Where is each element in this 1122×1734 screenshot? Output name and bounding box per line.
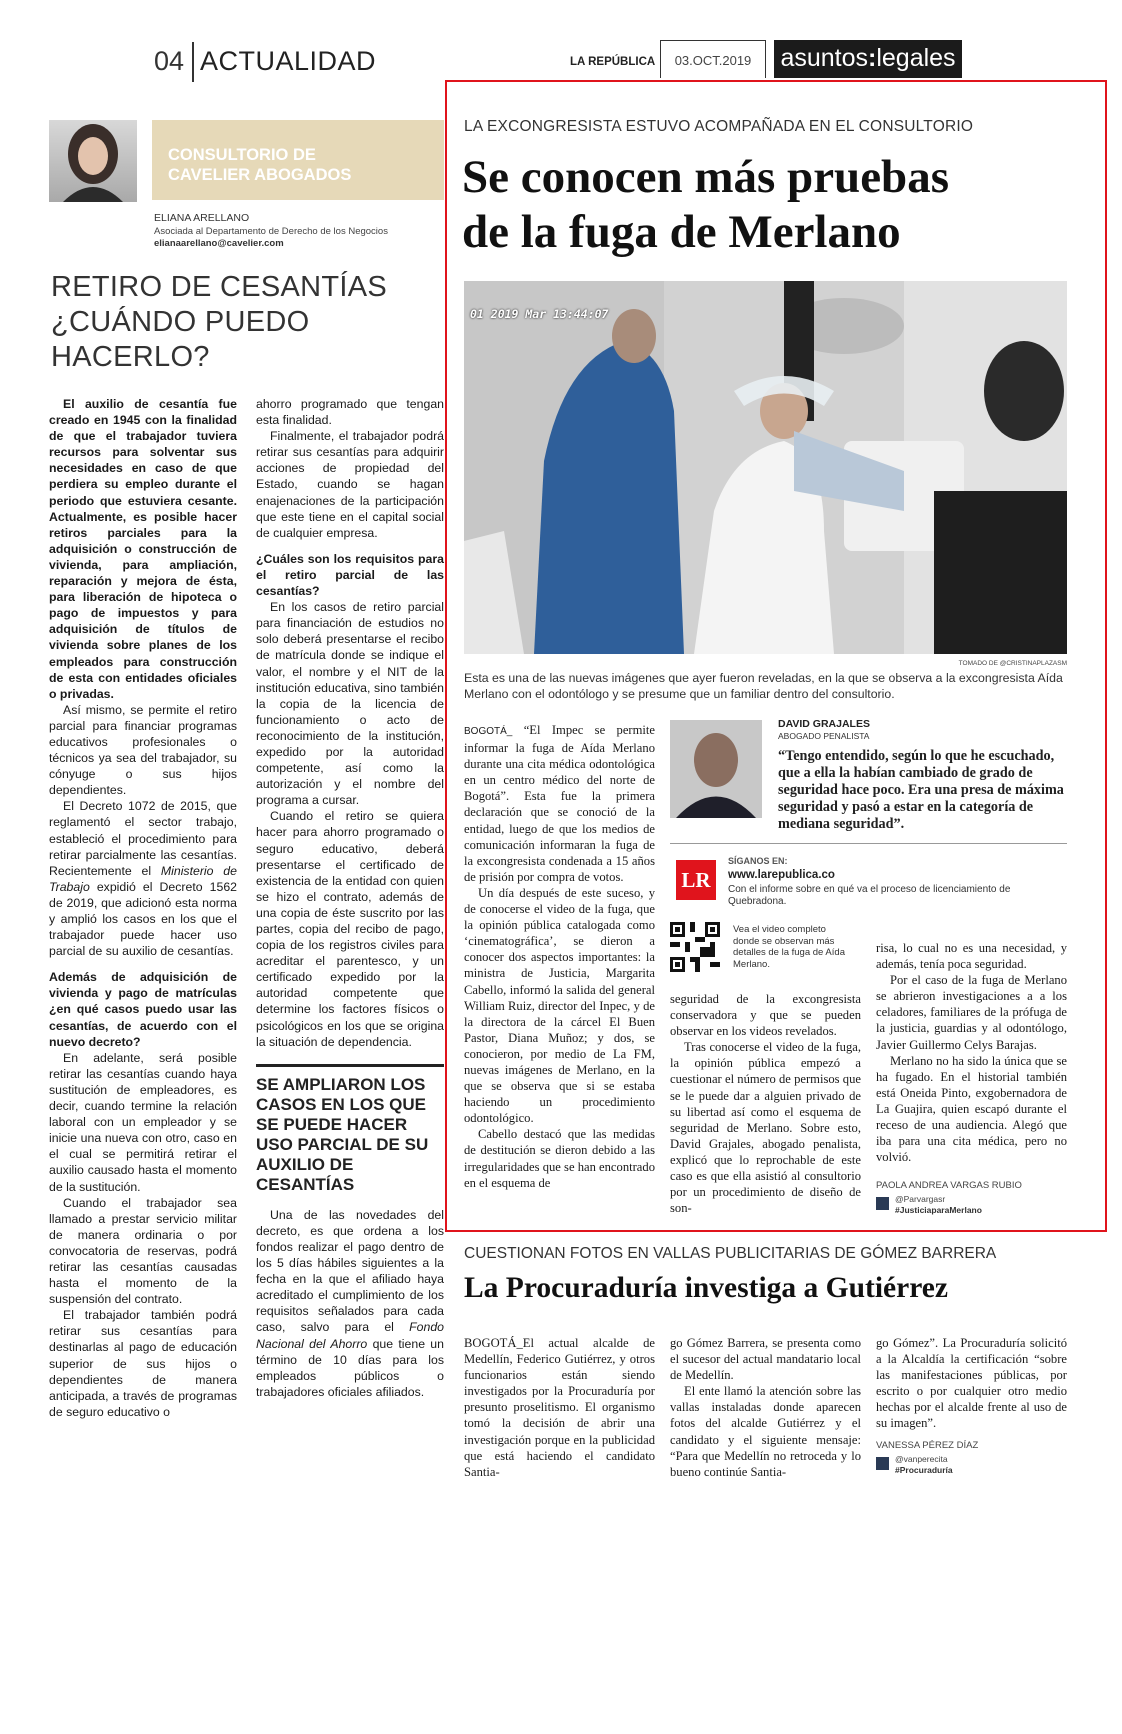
col1-paragraph: El trabajador también podrá retirar sus cesantías para destinarlas al pago de educación superior de sus hijos o dependientes de manera anticipada, a través de programas de seguro educativo o <box>49 1308 237 1419</box>
quote-name: DAVID GRAJALES <box>778 718 870 730</box>
quote-role: ABOGADO PENALISTA <box>778 731 870 741</box>
supplement-logo <box>774 40 962 78</box>
main-paragraph: Por el caso de la fuga de Merlano se abrieron investigaciones a a los celadores, familiares de la prófuga de la justicia, guardias y al odontólogo, Javier Guillermo Celys Barajas. <box>876 973 1067 1052</box>
dateline: BOGOTÁ_ <box>464 726 513 737</box>
col2-paragraph: Finalmente, el trabajador podrá retirar sus cesantías para adquirir acciones de propiedad del Estado, cuando se hagan enajenaciones de la participación que este tiene en el capital social de cualquier empresa. <box>256 429 444 540</box>
firm-name-line1: CONSULTORIO DE <box>168 146 316 164</box>
follow-url[interactable]: www.larepublica.co <box>728 869 835 881</box>
col2-paragraph: En los casos de retiro parcial para financiación de estudios no solo deberá presentarse el recibo de matrícula donde se indique el valor, el nombre y el NIT de la institución educativa, sino también la copia de la licencia de funcionamiento o acto de reconocimiento de la institución, expedido por la autoridad competente, así como la autorización y el nombre del programa a cursar. <box>256 600 444 808</box>
photo-credit: TOMADO DE @CRISTINAPLAZASM <box>958 660 1067 667</box>
second-kicker: CUESTIONAN FOTOS EN VALLAS PUBLICITARIAS DE GÓMEZ BARRERA <box>464 1245 997 1262</box>
col1-paragraph: El Decreto 1072 de 2015, que reglamentó el sector trabajo, estableció el procedimiento para retirar parcialmente las cesantías. Recientemente el Ministerio de Trabajo expidió el Decreto 1562 de 2019, que adicionó esta norma y amplió los casos en los que el trabajador puede hacer uso parcial de su auxilio de cesantías. <box>49 799 237 959</box>
main-byline: PAOLA ANDREA VARGAS RUBIO <box>876 1180 1022 1191</box>
quote-divider <box>670 843 1067 844</box>
qr-code[interactable] <box>670 922 720 972</box>
column-text-col2 <box>256 396 444 1400</box>
main-paragraph: risa, lo cual no es una necesidad, y además, tenía poca seguridad. <box>876 941 1067 972</box>
second-paragraph: go Gómez”. La Procuraduría solicitó a la Alcaldía la certificación “sobre las manifestaciones públicas, por escrito o por cualquier otro medio hechas por el alcalde frente al uso de su imagen”. <box>876 1336 1067 1431</box>
follow-desc: Con el informe sobre en qué va el proceso de licenciamiento de Quebradona. <box>728 884 1011 907</box>
follow-label: SÍGANOS EN: <box>728 856 788 866</box>
qr-text: Vea el video completo donde se observan más detalles de la fuga de Aída Merlano. <box>733 924 845 970</box>
main-paragraph: seguridad de la excongresista conservadora y que se pueden observar en los videos revelados. <box>670 992 861 1039</box>
col1-paragraph: Cuando el trabajador sea llamado a prestar servicio militar de manera ordinaria o por convocatoria de reservas, podrá retirar las cesantías causadas hasta el momento de la suspensión del contrato. <box>49 1195 237 1307</box>
newspaper-name: LA REPÚBLICA <box>570 56 656 68</box>
author-photo <box>49 120 137 202</box>
main-paragraph: Un día después de este suceso, y de conocerse el video de la fuga, que la opinión pública catalogada como ‘cinematográfica’, se dieron a conocer dos aspectos importantes: la ministra de Justicia, Margarita Cabello, informó la salida del general William Ruiz, director del Inpec, y de la directora de la cárcel El Buen Pastor, Diana Muñoz; y dos, se conocieron, por medio de La FM, nuevas imágenes de Merlano, en la que se observa que si se estaba haciendo un procedimiento odontológico. <box>464 885 655 1126</box>
main-kicker: LA EXCONGRESISTA ESTUVO ACOMPAÑADA EN EL CONSULTORIO <box>464 118 974 135</box>
main-hashtag: #JusticiaparaMerlano <box>895 1205 982 1215</box>
quote-portrait <box>670 720 762 818</box>
firm-name-line2: CAVELIER ABOGADOS <box>168 166 352 184</box>
column-title <box>51 270 387 375</box>
second-hashtag: #Procuraduría <box>895 1465 953 1475</box>
main-paragraph: BOGOTÁ_ “El Impec se permite informar la fuga de Aída Merlano durante una cita médica odontológica en un centro médico del norte de Bogotá”. Esta fue la primera declaración que se conoció de la entidad, luego de que los medios de comunicación informaran la fuga de la excongresista condenada a 15 años de prisión por compra de votos. <box>464 723 655 884</box>
byline-icon <box>876 1197 889 1210</box>
lr-logo: LR <box>676 860 716 900</box>
second-text-col1 <box>464 1335 655 1480</box>
follow-box <box>670 856 1067 911</box>
main-photo <box>464 281 1067 654</box>
second-paragraph: BOGOTÁ_El actual alcalde de Medellín, Federico Gutiérrez, y otros funcionarios están siendo investigados por la Procuraduría por presunto proselitismo. El organismo tomó la decisión de abrir una investigación porque en la publicidad que está haciendo el candidato Santia- <box>464 1336 655 1479</box>
main-paragraph: Tras conocerse el video de la fuga, la opinión pública empezó a cuestionar el número de permisos que se le puede dar a alguien privado de su libertad así como el esquema de seguridad de Merlano. Sobre esto, David Grajales, abogado penalista, explicó que lo reprochable de este caso es que ella asistió al consultorio por un procedimiento de diseño de son- <box>670 1040 861 1216</box>
supplement-left: asuntos <box>780 44 868 72</box>
col1-paragraph: Así mismo, se permite el retiro parcial para financiar programas educativos profesionales o técnicos ya sea del trabajador, su cónyuge o sus hijos dependientes. <box>49 702 237 798</box>
main-text-col3 <box>876 940 1067 1165</box>
column-title-line2: ¿CUÁNDO PUEDO <box>51 306 310 338</box>
col1-paragraph: El auxilio de cesantía fue creado en 1945 con la finalidad de que el trabajador tuviera recursos para solventar sus necesidades en caso de que perdiera su empleo durante el periodo que estuviera cesante. Actualmente, es posible hacer retiros parciales para la adquisición o construcción de vivienda, para ampliación, reparación y mejora de ésta, para liberación de hipoteca o pago de impuestos y para adquisición de títulos de vivienda sobre planes de los empleados para construcción de esta con entidades oficiales o privadas. <box>49 397 237 701</box>
photo-timestamp: 01 2019 Mar 13:44:07 <box>470 307 609 321</box>
page-number: 04 <box>154 46 185 76</box>
main-paragraph: Cabello destacó que las medidas de destitución se dieron debido a las irregularidades que se han encontrado en el esquema de <box>464 1127 655 1190</box>
masthead <box>0 0 1122 90</box>
author-email: elianaarellano@cavelier.com <box>154 238 284 249</box>
issue-date: 03.OCT.2019 <box>660 40 766 78</box>
second-headline: La Procuraduría investiga a Gutiérrez <box>464 1272 948 1304</box>
main-handle: @Parvargasr <box>895 1194 946 1204</box>
quote-text: “Tengo entendido, según lo que he escuchado, que a ella la habían cambiado de grado de seguridad hace poco. Era una presa de máxima seguridad y pasó a estar en la categoría de mediana seguridad”. <box>778 748 1064 832</box>
author-name: ELIANA ARELLANO <box>154 212 250 224</box>
main-text-col2 <box>670 991 861 1216</box>
section-title: ACTUALIDAD <box>200 46 377 76</box>
col2-paragraph: ahorro programado que tengan esta finalidad. <box>256 397 444 428</box>
firm-band <box>152 120 444 200</box>
second-paragraph: El ente llamó la atención sobre las vallas instaladas donde aparecen fotos del alcalde Gutiérrez y el candidato y el siguiente mensaje: “Para que Medellín no retroceda y lo bueno continúe Santia- <box>670 1384 861 1479</box>
headline-line1: Se conocen más pruebas <box>462 151 949 203</box>
column-title-line3: HACERLO? <box>51 341 210 373</box>
main-headline <box>462 150 949 260</box>
headline-line2: de la fuga de Merlano <box>462 206 901 258</box>
second-paragraph: go Gómez Barrera, se presenta como el sucesor del actual mandatario local de Medellín. <box>670 1336 861 1383</box>
byline-icon <box>876 1457 889 1470</box>
column-text-col1 <box>49 396 237 1420</box>
supplement-sep: : <box>868 44 877 72</box>
supplement-right: legales <box>876 44 956 72</box>
col1-subheading: Además de adquisición de vivienda y pago de matrículas ¿en qué casos puedo usar las cesantías, de acuerdo con el nuevo decreto? <box>49 970 237 1049</box>
author-role: Asociada al Departamento de Derecho de los Negocios <box>154 226 388 237</box>
main-paragraph: Merlano no ha sido la única que se ha fugado. En el historial también está Oneida Pinto, exgobernadora de La Guajira, quien escapó durante el receso de una audiencia. Alegó que iba para una cita médica, pero no volvió. <box>876 1053 1067 1165</box>
col2-subheading: ¿Cuáles son los requisitos para el retiro parcial de las cesantías? <box>256 551 444 599</box>
col1-paragraph: En adelante, será posible retirar las cesantías cuando haya sustitución de empleadores, es decir, cuando termine la relación laboral con un empleador y se inicie una nueva con otro, caso en el cual se permitirá retirar el auxilio causado hasta el momento de la sustitución. <box>49 1050 237 1194</box>
second-handle: @vanperecita <box>895 1454 948 1464</box>
section-divider <box>192 42 194 82</box>
second-byline: VANESSA PÉREZ DÍAZ <box>876 1440 979 1451</box>
col2-paragraph: Una de las novedades del decreto, es que ordena a los fondos realizar el pago dentro de los 5 días hábiles siguientes a la fecha en la que el afiliado haya acreditado el cumplimiento de los requisitos señalados para cada caso, salvo para el Fondo Nacional del Ahorro que tiene un término de 10 días para los empleados públicos o trabajadores oficiales afiliados. <box>256 1207 444 1399</box>
highlight-quote: SE AMPLIARON LOS CASOS EN LOS QUE SE PUEDE HACER USO PARCIAL DE SU AUXILIO DE CESANTÍAS <box>256 1064 444 1195</box>
photo-caption: Esta es una de las nuevas imágenes que ayer fueron reveladas, en la que se observa a la excongresista Aída Merlano con el odontólogo y se presume que un familiar dentro del consultorio. <box>464 671 1063 701</box>
quote-block <box>670 718 1067 848</box>
column-title-line1: RETIRO DE CESANTÍAS <box>51 271 388 303</box>
second-text-col3 <box>876 1335 1067 1432</box>
col2-paragraph: Cuando el retiro se quiera hacer para ahorro programado o seguro educativo, deberá presentarse el certificado de existencia de la entidad con quien se hizo el contrato, además de una copia de éste suscrito por las partes, copia del recibo de pago, copia de los registros civiles para acreditar el parentesco, y un certificado expedido por la autoridad competente que determine los factores físicos o psicológicos en los que se origina la situación de dependencia. <box>256 809 444 1049</box>
second-text-col2 <box>670 1335 861 1480</box>
main-text-col1 <box>464 722 655 1191</box>
